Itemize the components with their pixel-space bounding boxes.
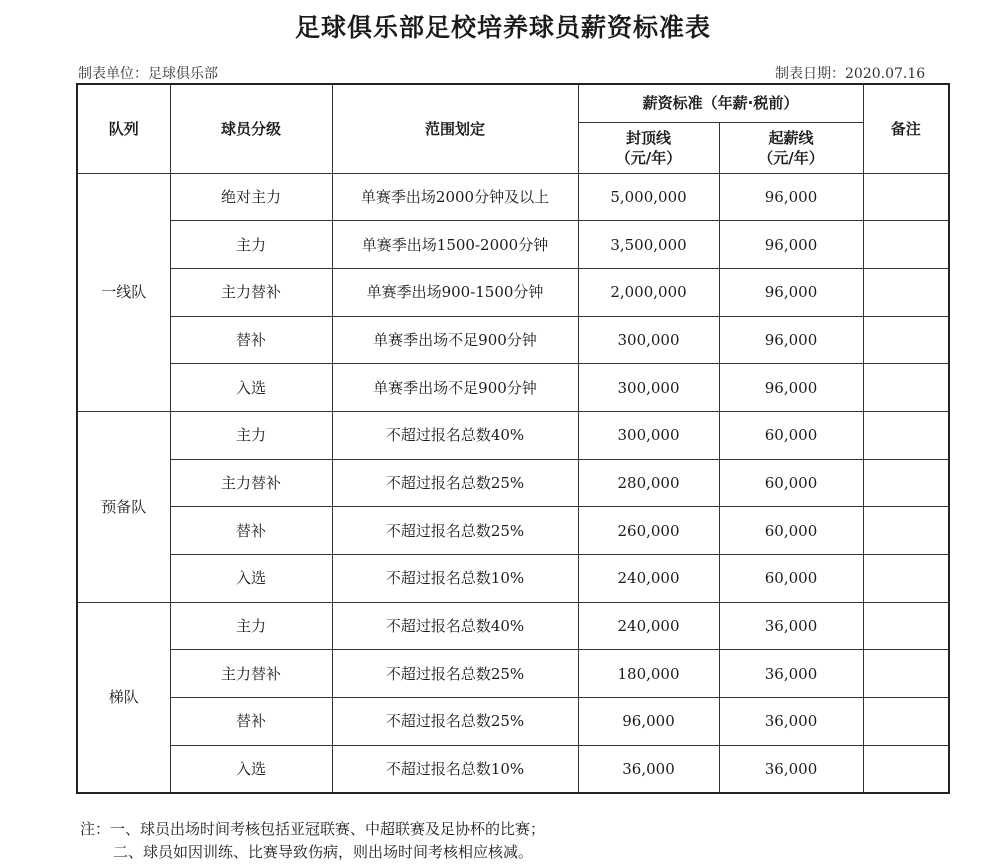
grade-cell: 主力替补: [170, 268, 332, 316]
grade-cell: 替补: [170, 698, 332, 746]
remark-cell: [863, 507, 949, 555]
cap-cell: 300,000: [578, 411, 719, 459]
range-cell: 不超过报名总数10%: [332, 555, 578, 603]
cap-cell: 96,000: [578, 698, 719, 746]
remark-cell: [863, 364, 949, 412]
remark-cell: [863, 698, 949, 746]
header-grade: 球员分级: [170, 84, 332, 173]
cap-cell: 300,000: [578, 316, 719, 364]
table-row: [77, 555, 949, 603]
grade-cell: 替补: [170, 507, 332, 555]
range-cell: 不超过报名总数25%: [332, 459, 578, 507]
grade-cell: 替补: [170, 316, 332, 364]
table-row: [77, 364, 949, 412]
remark-cell: [863, 650, 949, 698]
range-cell: 不超过报名总数25%: [332, 698, 578, 746]
table-row: [77, 698, 949, 746]
start-cell: 96,000: [719, 221, 863, 269]
team-cell: 预备队: [77, 411, 170, 602]
grade-cell: 入选: [170, 745, 332, 793]
note-line-1: 注：一、球员出场时间考核包括亚冠联赛、中超联赛及足协杯的比赛；: [80, 820, 546, 838]
header-salary-group: 薪资标准（年薪·税前）: [578, 84, 863, 122]
remark-cell: [863, 173, 949, 221]
table-row: [77, 173, 949, 221]
start-cell: 96,000: [719, 173, 863, 221]
start-cell: 96,000: [719, 268, 863, 316]
range-cell: 不超过报名总数25%: [332, 507, 578, 555]
table-row: [77, 316, 949, 364]
range-cell: 单赛季出场900-1500分钟: [332, 268, 578, 316]
cap-cell: 300,000: [578, 364, 719, 412]
start-cell: 36,000: [719, 698, 863, 746]
grade-cell: 主力替补: [170, 459, 332, 507]
header-remark: 备注: [863, 84, 949, 173]
cap-cell: 36,000: [578, 745, 719, 793]
remark-cell: [863, 745, 949, 793]
remark-cell: [863, 221, 949, 269]
start-cell: 60,000: [719, 411, 863, 459]
table-row: [77, 268, 949, 316]
range-cell: 单赛季出场不足900分钟: [332, 364, 578, 412]
range-cell: 不超过报名总数25%: [332, 650, 578, 698]
table-row: [77, 411, 949, 459]
range-cell: 不超过报名总数40%: [332, 411, 578, 459]
salary-table: [76, 83, 950, 794]
page-title: 足球俱乐部足校培养球员薪资标准表: [294, 13, 711, 42]
table-row: [77, 507, 949, 555]
start-cell: 36,000: [719, 745, 863, 793]
table-row: [77, 650, 949, 698]
header-cap-unit: （元/年）: [615, 148, 682, 167]
cap-cell: 3,500,000: [578, 221, 719, 269]
remark-cell: [863, 316, 949, 364]
remark-cell: [863, 411, 949, 459]
header-range: 范围划定: [332, 84, 578, 173]
start-cell: 36,000: [719, 650, 863, 698]
note-line-2: 二、球员如因训练、比赛导致伤病，则出场时间考核相应核减。: [113, 843, 534, 861]
range-cell: 单赛季出场1500-2000分钟: [332, 221, 578, 269]
cap-cell: 240,000: [578, 555, 719, 603]
date-label: 制表日期：2020.07.16: [775, 66, 926, 82]
header-start-unit: （元/年）: [758, 148, 824, 167]
range-cell: 单赛季出场不足900分钟: [332, 316, 578, 364]
table-row: [77, 745, 949, 793]
start-cell: 60,000: [719, 507, 863, 555]
table-body: [77, 173, 949, 793]
start-cell: 96,000: [719, 316, 863, 364]
table-row: [77, 602, 949, 650]
remark-cell: [863, 268, 949, 316]
team-cell: 一线队: [77, 173, 170, 411]
remark-cell: [863, 555, 949, 603]
grade-cell: 入选: [170, 364, 332, 412]
grade-cell: 主力: [170, 221, 332, 269]
header-cap-label: 封顶线: [625, 128, 671, 147]
grade-cell: 主力: [170, 411, 332, 459]
cap-cell: 260,000: [578, 507, 719, 555]
grade-cell: 绝对主力: [170, 173, 332, 221]
header-team: 队列: [77, 84, 170, 173]
start-cell: 60,000: [719, 555, 863, 603]
header-cap: [578, 122, 719, 173]
unit-label: 制表单位：足球俱乐部: [78, 66, 218, 82]
range-cell: 单赛季出场2000分钟及以上: [332, 173, 578, 221]
cap-cell: 2,000,000: [578, 268, 719, 316]
start-cell: 60,000: [719, 459, 863, 507]
range-cell: 不超过报名总数10%: [332, 745, 578, 793]
range-cell: 不超过报名总数40%: [332, 602, 578, 650]
remark-cell: [863, 602, 949, 650]
grade-cell: 主力替补: [170, 650, 332, 698]
cap-cell: 240,000: [578, 602, 719, 650]
start-cell: 96,000: [719, 364, 863, 412]
cap-cell: 280,000: [578, 459, 719, 507]
remark-cell: [863, 459, 949, 507]
header-start: [719, 122, 863, 173]
team-cell: 梯队: [77, 602, 170, 793]
start-cell: 36,000: [719, 602, 863, 650]
table-row: [77, 221, 949, 269]
cap-cell: 180,000: [578, 650, 719, 698]
table-row: [77, 459, 949, 507]
header-start-label: 起薪线: [768, 128, 814, 147]
grade-cell: 入选: [170, 555, 332, 603]
cap-cell: 5,000,000: [578, 173, 719, 221]
grade-cell: 主力: [170, 602, 332, 650]
notes: [80, 818, 545, 864]
